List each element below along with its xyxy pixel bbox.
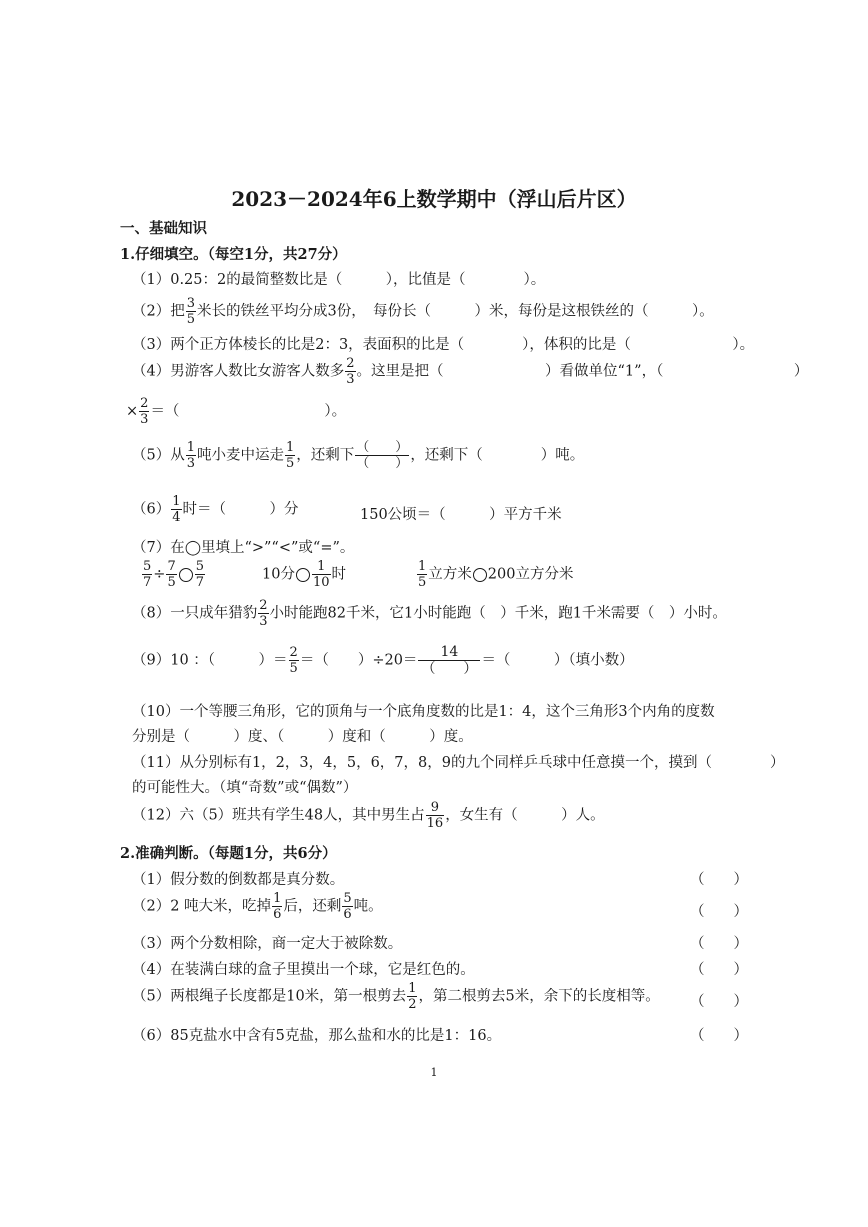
fraction: [258, 599, 268, 628]
denominator: 6: [343, 907, 352, 922]
q1-item-11-continued: 的可能性大。（填“奇数”或“偶数”）: [132, 780, 358, 796]
q2-item-6: （6）85克盐水中含有5克盐，那么盐和水的比是1：16。: [132, 1028, 502, 1044]
q1-item-4-continued: × $\frac{2}{3}$ ＝（ ）。: [126, 396, 347, 427]
q1-item-8: （8）一只成年猎豹 $\frac{2}{3}$ 小时能跑82千米，它1小时能跑（ ）千米，跑1千米需要（ ）小时。: [132, 598, 727, 629]
fraction: [171, 495, 181, 524]
fraction: [426, 801, 445, 830]
numerator: 1: [317, 559, 326, 574]
numerator: 2: [289, 645, 298, 660]
numerator: 3: [186, 296, 196, 311]
denominator: 10: [312, 575, 330, 590]
fraction: [186, 441, 196, 470]
numerator: 1: [186, 440, 196, 455]
numerator: 5: [143, 559, 152, 574]
denominator: （ ）: [356, 456, 409, 471]
q1-item-7-compare-c: $\frac{1}{5}$ 立方米 200立方分米: [418, 559, 574, 590]
question-2-heading: 2.准确判断。（每题1分，共6分）: [120, 845, 337, 862]
denominator: 7: [143, 575, 152, 590]
q1-item-9: （9）10 ：（ ）＝ $\frac{2}{5}$ ＝（ ）÷20＝ $\frac{14}{( )}$ ＝（ ）（填小数）: [132, 644, 634, 677]
q1-item-6: （6） $\frac{1}{4}$ 时＝（ ）分: [132, 494, 299, 525]
numerator: 7: [167, 559, 176, 574]
q1-item-3: （3）两个正方体棱长的比是2：3，表面积的比是（ ），体积的比是（ ）。: [132, 337, 755, 353]
denominator: 5: [418, 575, 427, 590]
fraction: [285, 441, 295, 470]
numerator: 2: [140, 396, 149, 411]
denominator: 6: [273, 907, 282, 922]
fraction: [407, 982, 417, 1011]
q1-item-12: （12）六（5）班共有学生48人，其中男生占 $\frac{9}{16}$ ，女生有（ ）人。: [132, 800, 605, 831]
denominator: 7: [195, 575, 204, 590]
numerator: 9: [430, 800, 440, 815]
denominator: 3: [140, 412, 149, 427]
numerator: 1: [172, 494, 181, 509]
compare-circle-icon[interactable]: [179, 568, 193, 582]
denominator: 5: [167, 575, 176, 590]
denominator: 2: [408, 997, 417, 1012]
q1-item-7-compare-a: $\frac{5}{7}$ ÷ $\frac{7}{5}$ $\frac{5}{7}$: [143, 559, 204, 590]
denominator: 3: [186, 456, 196, 471]
denominator: 5: [286, 456, 295, 471]
q2-item-5: （5）两根绳子长度都是10米，第一根剪去 $\frac{1}{2}$ ，第二根剪去5米，余下的长度相等。: [132, 981, 660, 1012]
answer-parentheses[interactable]: （ ）: [690, 936, 748, 952]
q1-item-4: （4）男游客人数比女游客人数多 $\frac{2}{3}$ 。这里是把（ ）看做单位“1”，（ ）: [132, 356, 809, 387]
page-title: 2023－2024年6上数学期中（浮山后片区）: [231, 187, 637, 211]
denominator: 16: [426, 816, 444, 831]
q1-item-10-continued: 分别是（ ）度、（ ）度和（ ）度。: [132, 729, 473, 745]
q1-item-7-compare-b: 10分 $\frac{1}{10}$ 时: [262, 559, 346, 590]
q1-item-7: （7）在◯里填上“>”“<”或“=”。: [132, 540, 355, 556]
fraction: [418, 645, 480, 676]
fraction: [166, 560, 176, 589]
numerator: 5: [343, 891, 352, 906]
numerator: 2: [346, 356, 355, 371]
fraction: [195, 560, 205, 589]
section-heading: 一、基础知识: [120, 220, 207, 237]
numerator: 1: [286, 440, 295, 455]
answer-parentheses[interactable]: （ ）: [690, 872, 748, 888]
q1-item-5: （5）从 $\frac{1}{3}$ 吨小麦中运走 $\frac{1}{5}$ ，还剩下 $\frac{( )}{( )}$ ，还剩下（ ）吨。: [132, 440, 585, 471]
answer-parentheses[interactable]: （ ）: [690, 904, 748, 920]
q1-item-1: （1）0.25：2的最简整数比是（ ），比值是（ ）。: [132, 272, 546, 288]
numerator: 1: [408, 981, 417, 996]
fraction: [342, 892, 352, 921]
question-1-heading: 1.仔细填空。（每空1分，共27分）: [120, 246, 347, 263]
q2-item-1: （1）假分数的倒数都是真分数。: [132, 872, 345, 888]
denominator: 4: [172, 510, 181, 525]
denominator: （ ）: [418, 660, 480, 676]
fraction: [272, 892, 282, 921]
q2-item-3: （3）两个分数相除，商一定大于被除数。: [132, 936, 403, 952]
fraction: [186, 297, 196, 326]
page-number: 1: [430, 1066, 438, 1079]
answer-parentheses[interactable]: （ ）: [690, 994, 748, 1010]
blank-fraction: [355, 441, 409, 470]
denominator: 3: [259, 614, 268, 629]
fraction: [312, 560, 331, 589]
q2-item-2: （2）2 吨大米，吃掉 $\frac{1}{6}$ 后，还剩 $\frac{5}{6}$ 吨。: [132, 891, 383, 922]
fraction: [139, 397, 149, 426]
denominator: 5: [186, 312, 196, 327]
q1-item-2: （2）把 $\frac{3}{5}$ 米长的铁丝平均分成3份， 每份长（ ）米，每份是这根铁丝的（ ）。: [132, 296, 714, 327]
answer-parentheses[interactable]: （ ）: [690, 962, 748, 978]
numerator: 1: [273, 891, 282, 906]
compare-circle-icon[interactable]: [473, 568, 487, 582]
fraction: [417, 560, 427, 589]
numerator: 5: [195, 559, 204, 574]
answer-parentheses[interactable]: （ ）: [690, 1028, 748, 1044]
q1-item-11: （11）从分别标有1，2，3，4，5，6，7，8，9的九个同样乒乓球中任意摸一个，摸到（ ）: [132, 755, 785, 771]
fraction: [142, 560, 152, 589]
fraction: [345, 357, 355, 386]
q1-item-6-part-2: 150公顷＝（ ）平方千米: [360, 507, 562, 523]
numerator: （ ）: [356, 440, 409, 455]
denominator: 3: [346, 372, 355, 387]
q2-item-4: （4）在装满白球的盒子里摸出一个球，它是红色的。: [132, 962, 475, 978]
numerator: 2: [259, 598, 268, 613]
denominator: 5: [289, 661, 298, 676]
numerator: 1: [418, 559, 427, 574]
compare-circle-icon[interactable]: [296, 568, 310, 582]
q1-item-10: （10）一个等腰三角形，它的顶角与一个底角度数的比是1：4，这个三角形3个内角的度数: [132, 704, 715, 720]
fraction: [289, 646, 299, 675]
numerator: 14: [440, 644, 459, 660]
